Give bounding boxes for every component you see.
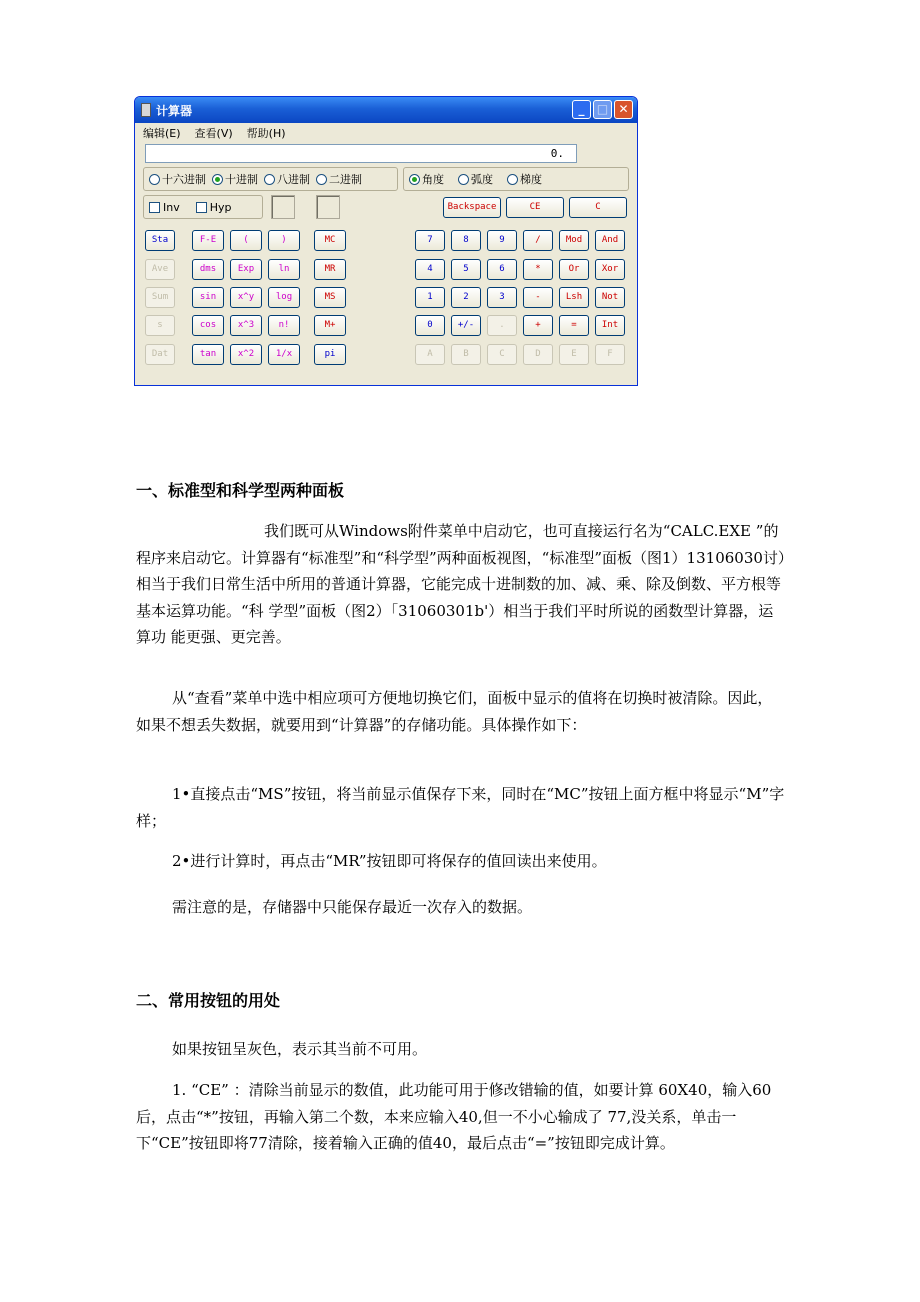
radio-circle	[264, 174, 275, 185]
inv-hyp-group	[143, 195, 263, 219]
inv-checkbox[interactable]	[149, 201, 180, 214]
checkbox-square	[196, 202, 207, 213]
hex-d-button: D	[523, 344, 553, 365]
cos-button[interactable]: cos	[192, 315, 224, 336]
digit-6-button[interactable]: 6	[487, 259, 517, 280]
radio-circle	[149, 174, 160, 185]
calculator-app-icon	[141, 103, 151, 117]
paragraph-memory-note: 需注意的是，存储器中只能保存最近一次存入的数据。	[172, 898, 533, 916]
radio-degrees[interactable]	[409, 171, 444, 187]
radio-grads[interactable]	[507, 171, 542, 187]
close-button[interactable]: ✕	[614, 100, 633, 119]
radio-grads-label: 梯度	[520, 173, 542, 186]
ave-button: Ave	[145, 259, 175, 280]
digit-7-button[interactable]: 7	[415, 230, 445, 251]
radio-oct[interactable]	[264, 171, 310, 187]
pi-button[interactable]: pi	[314, 344, 346, 365]
sign-toggle-button[interactable]: +/-	[451, 315, 481, 336]
radio-hex-label: 十六进制	[162, 173, 206, 186]
hex-c-button: C	[487, 344, 517, 365]
memory-indicator	[316, 195, 340, 219]
menu-view[interactable]: 查看(V)	[194, 127, 233, 140]
xor-button[interactable]: Xor	[595, 259, 625, 280]
hyp-checkbox[interactable]	[196, 201, 232, 214]
digit-8-button[interactable]: 8	[451, 230, 481, 251]
ln-button[interactable]: ln	[268, 259, 300, 280]
minus-button[interactable]: -	[523, 287, 553, 308]
radio-circle	[507, 174, 518, 185]
digit-5-button[interactable]: 5	[451, 259, 481, 280]
lsh-button[interactable]: Lsh	[559, 287, 589, 308]
radio-radians-label: 弧度	[471, 173, 493, 186]
digit-4-button[interactable]: 4	[415, 259, 445, 280]
int-button[interactable]: Int	[595, 315, 625, 336]
maximize-button: □	[593, 100, 612, 119]
digit-9-button[interactable]: 9	[487, 230, 517, 251]
radio-bin-label: 二进制	[329, 173, 362, 186]
section1-heading: 一、标准型和科学型两种面板	[136, 481, 345, 500]
digit-1-button[interactable]: 1	[415, 287, 445, 308]
clear-entry-button[interactable]: CE	[506, 197, 564, 218]
tan-button[interactable]: tan	[192, 344, 224, 365]
paragraph-ce-button: 1. “CE” ：清除当前显示的数值，此功能可用于修改错输的值，如要计算 60X40，输入60后，点击“*”按钮，再输入第二个数，本来应输入40,但一不小心输成了 77,没关系，单击一下“CE”按钮即将77清除，接着输入正确的值40，最后点击“=”按钮即完成计算。	[136, 1081, 772, 1152]
mr-button[interactable]: MR	[314, 259, 346, 280]
dat-button: Dat	[145, 344, 175, 365]
reciprocal-button[interactable]: 1/x	[268, 344, 300, 365]
radio-radians[interactable]	[458, 171, 493, 187]
mod-button[interactable]: Mod	[559, 230, 589, 251]
checkbox-square	[149, 202, 160, 213]
radio-circle-selected	[409, 174, 420, 185]
decimal-point-button: .	[487, 315, 517, 336]
menu-help[interactable]: 帮助(H)	[246, 127, 286, 140]
hex-b-button: B	[451, 344, 481, 365]
equals-button[interactable]: =	[559, 315, 589, 336]
m-plus-button[interactable]: M+	[314, 315, 346, 336]
radio-bin[interactable]	[316, 171, 362, 187]
x-pow-y-button[interactable]: x^y	[230, 287, 262, 308]
digit-2-button[interactable]: 2	[451, 287, 481, 308]
digit-3-button[interactable]: 3	[487, 287, 517, 308]
backspace-button[interactable]: Backspace	[443, 197, 501, 218]
open-paren-button[interactable]: (	[230, 230, 262, 251]
hex-a-button: A	[415, 344, 445, 365]
not-button[interactable]: Not	[595, 287, 625, 308]
minimize-button[interactable]: _	[572, 100, 591, 119]
paragraph-grey-buttons: 如果按钮呈灰色，表示其当前不可用。	[172, 1040, 428, 1058]
mc-button[interactable]: MC	[314, 230, 346, 251]
radio-hex[interactable]	[149, 171, 206, 187]
hyp-label: Hyp	[209, 200, 232, 214]
hex-f-button: F	[595, 344, 625, 365]
dms-button[interactable]: dms	[192, 259, 224, 280]
radio-circle-selected	[212, 174, 223, 185]
x-squared-button[interactable]: x^2	[230, 344, 262, 365]
x-cubed-button[interactable]: x^3	[230, 315, 262, 336]
menu-edit[interactable]: 编辑(E)	[143, 127, 181, 140]
sta-button[interactable]: Sta	[145, 230, 175, 251]
menu-bar	[135, 123, 637, 143]
window-title: 计算器	[156, 103, 193, 118]
title-bar[interactable]	[135, 97, 637, 123]
clear-button[interactable]: C	[569, 197, 627, 218]
calculator-window	[134, 96, 638, 386]
and-button[interactable]: And	[595, 230, 625, 251]
inv-label: Inv	[163, 200, 180, 214]
log-button[interactable]: log	[268, 287, 300, 308]
radio-circle	[458, 174, 469, 185]
paragraph-intro: 我们既可从Windows附件菜单中启动它，也可直接运行名为“CALC.EXE ”的程序来启动它。计算器有“标准型”和“科学型”两种面板视图，“标准型”面板（图1）13106030讨）相当于我们日常生活中所用的普通计算器，它能完成十进制数的加、减、乘、除及倒数、平方根等基本运算功能。“科 学型”面板（图2）「31060301b'）相当于我们平时所说的函数型计算器，运算功 能更强、更完善。	[136, 522, 786, 646]
exp-button[interactable]: Exp	[230, 259, 262, 280]
multiply-button[interactable]: *	[523, 259, 553, 280]
ms-button[interactable]: MS	[314, 287, 346, 308]
radio-dec[interactable]	[212, 171, 258, 187]
s-button: s	[145, 315, 175, 336]
section2-heading: 二、常用按钮的用处	[136, 991, 281, 1010]
or-button[interactable]: Or	[559, 259, 589, 280]
sin-button[interactable]: sin	[192, 287, 224, 308]
fe-button[interactable]: F-E	[192, 230, 224, 251]
digit-0-button[interactable]: 0	[415, 315, 445, 336]
result-display: 0.	[145, 144, 577, 163]
paragraph-switch-view: 从“查看”菜单中选中相应项可方便地切换它们，面板中显示的值将在切换时被清除。因此，如果不想丢失数据，就要用到“计算器”的存储功能。具体操作如下：	[136, 689, 773, 734]
paragraph-ms-step: 1•直接点击“MS”按钮，将当前显示值保存下来，同时在“MC”按钮上面方框中将显示“M”字样；	[136, 785, 785, 830]
radio-circle	[316, 174, 327, 185]
paragraph-mr-step: 2•进行计算时，再点击“MR”按钮即可将保存的值回读出来使用。	[172, 852, 607, 870]
radio-oct-label: 八进制	[277, 173, 310, 186]
radio-dec-label: 十进制	[225, 173, 258, 186]
divide-button[interactable]: /	[523, 230, 553, 251]
factorial-button[interactable]: n!	[268, 315, 300, 336]
plus-button[interactable]: +	[523, 315, 553, 336]
sum-button: Sum	[145, 287, 175, 308]
hex-e-button: E	[559, 344, 589, 365]
close-paren-button[interactable]: )	[268, 230, 300, 251]
angle-unit-group	[403, 167, 629, 191]
number-base-group	[143, 167, 398, 191]
parenthesis-indicator	[271, 195, 295, 219]
radio-degrees-label: 角度	[422, 173, 444, 186]
